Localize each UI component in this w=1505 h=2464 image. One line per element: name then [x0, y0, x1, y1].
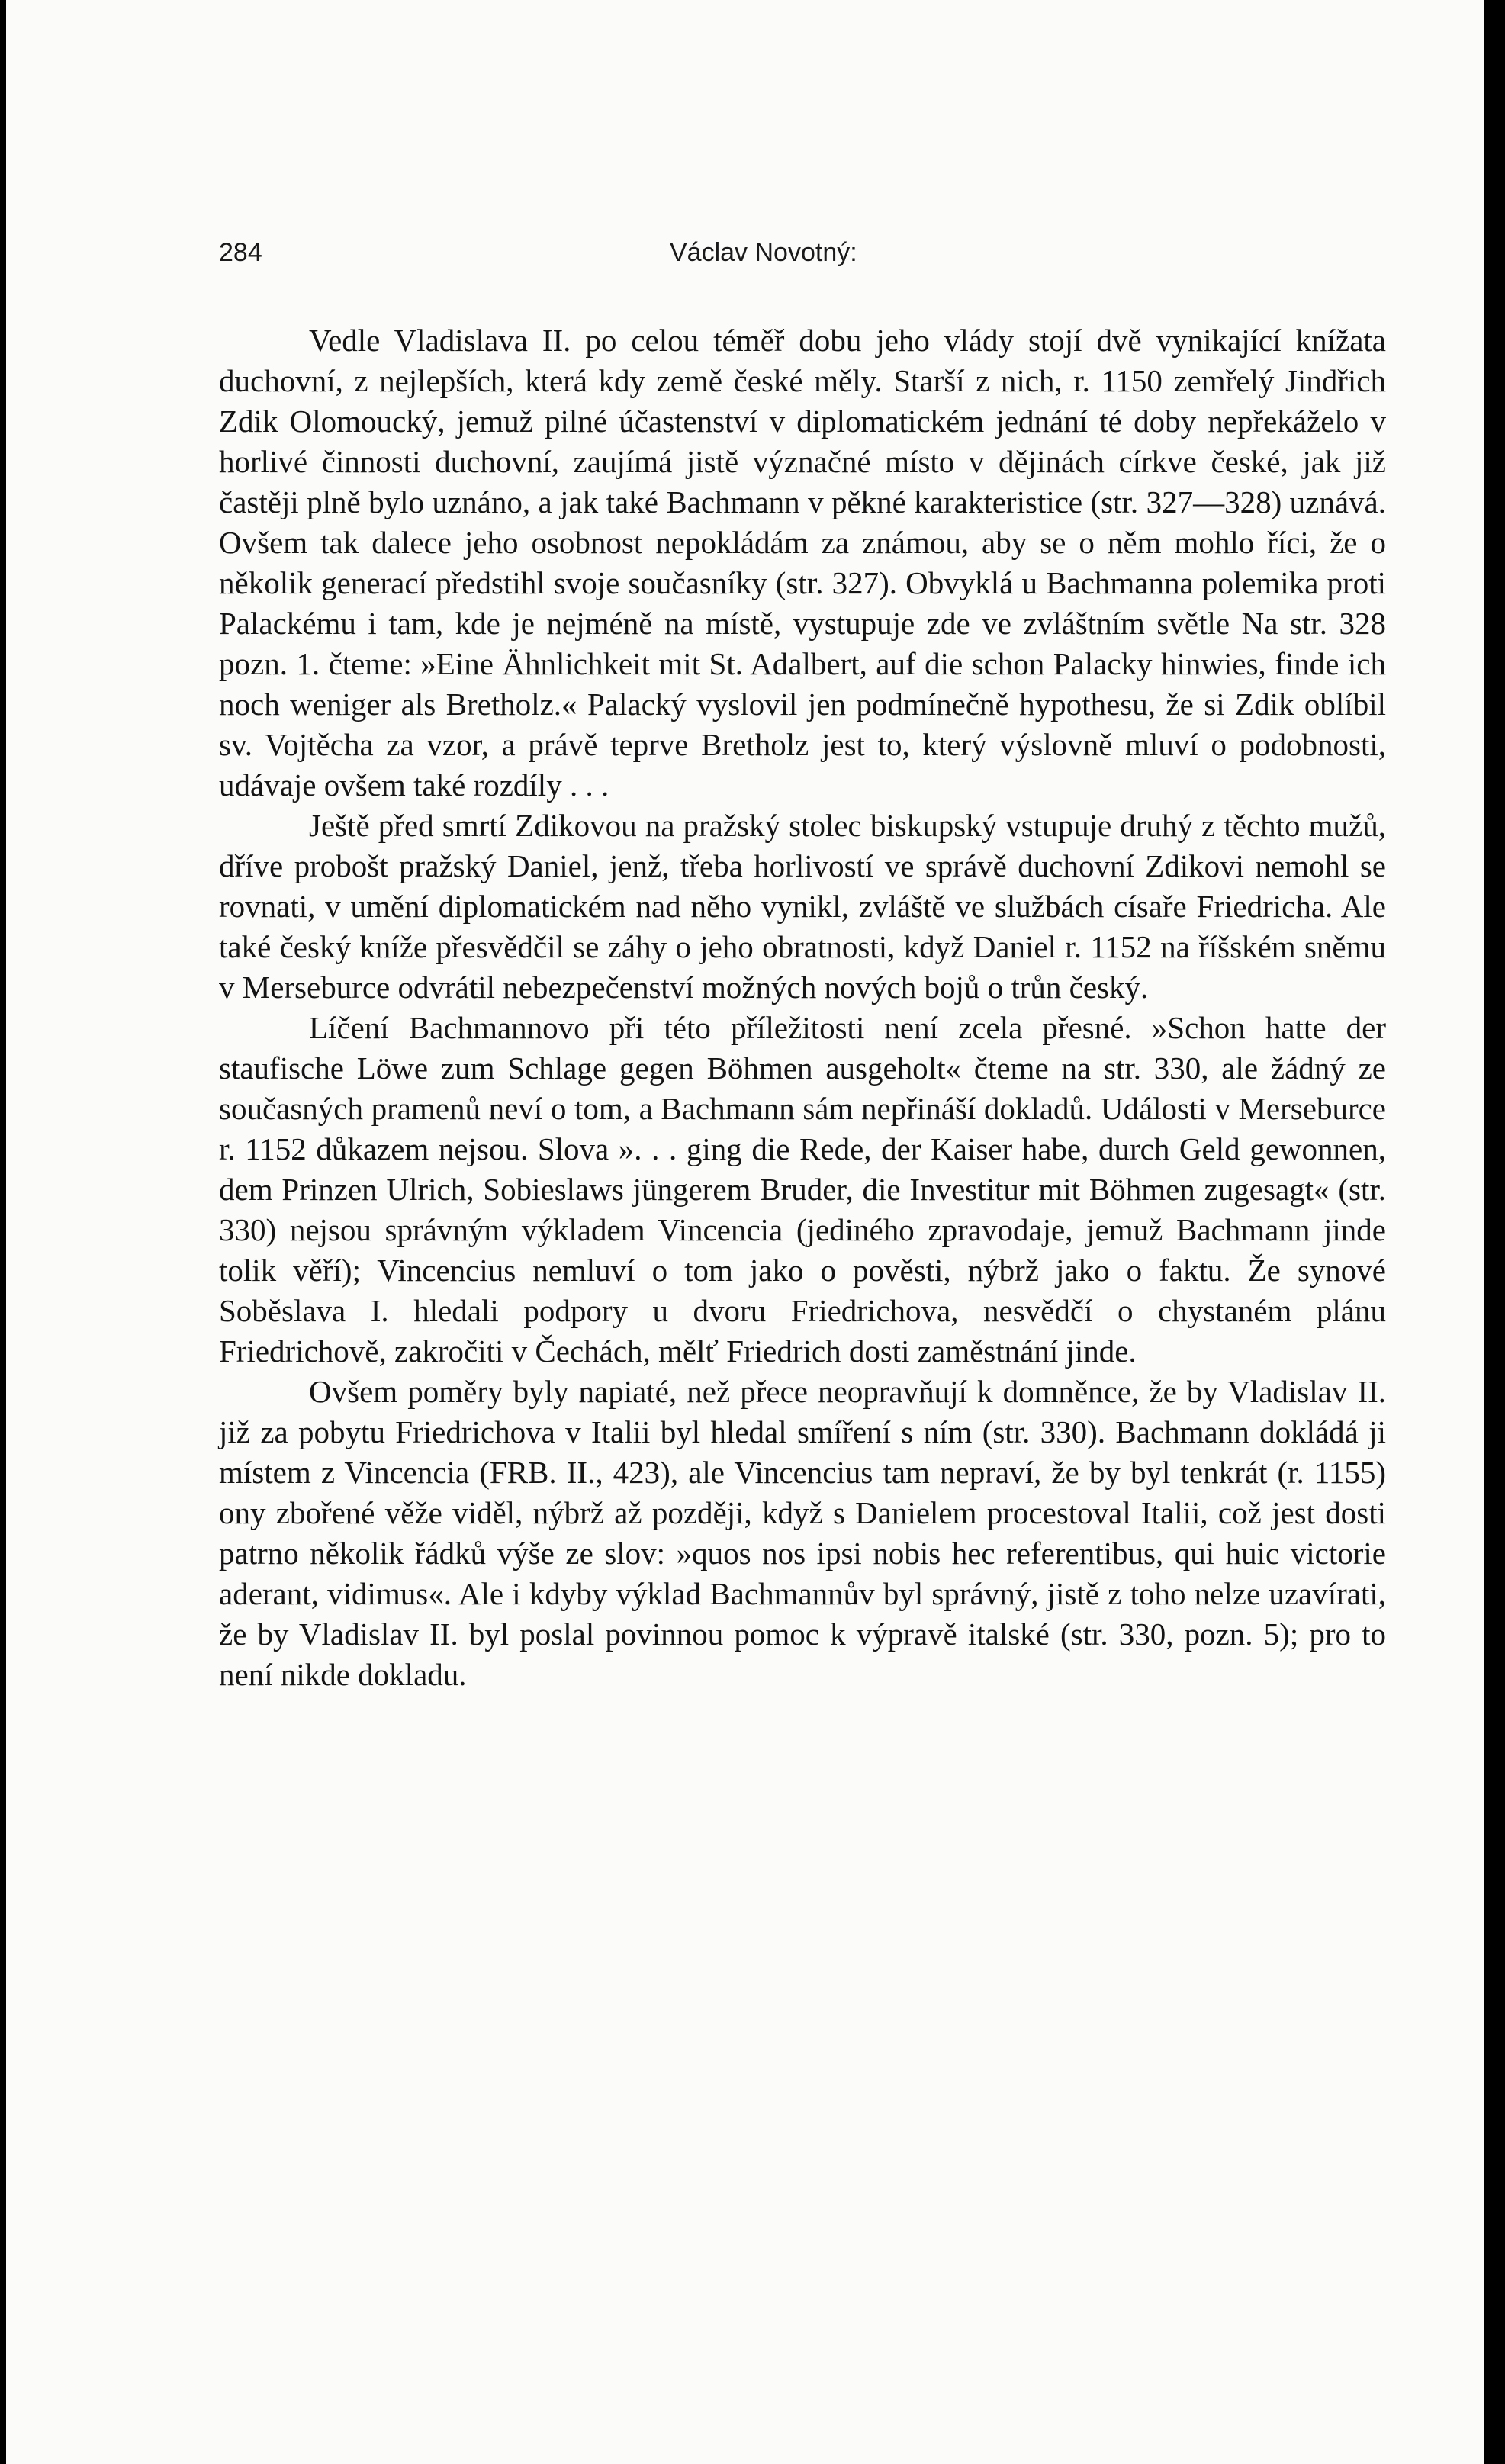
- page-header: [6, 238, 1484, 276]
- paragraph: Ještě před smrtí Zdikovou na pražský stolec biskupský vstupuje druhý z těchto mužů, dříve probošt pražský Daniel, jenž, třeba horlivostí ve správě duchovní Zdikovi nemohl se rovnati, v umění diplomatickém nad něho vynikl, zvláště ve službách císaře Friedricha. Ale také český kníže přesvědčil se záhy o jeho obratnosti, když Daniel r. 1152 na říšském sněmu v Merseburce odvrátil nebezpečenství možných nových bojů o trůn český.: [219, 808, 1386, 1005]
- paragraph: Vedle Vladislava II. po celou téměř dobu jeho vlády stojí dvě vynikající knížata duchovní, z nejlepších, která kdy země české měly. Starší z nich, r. 1150 zemřelý Jindřich Zdik Olomoucký, jemuž pilné účastenství v diplomatickém jednání té doby nepřekáželo v horlivé činnosti duchovní, zaujímá jistě význačné místo v dějinách církve české, jak již častěji plně bylo uznáno, a jak také Bachmann v pěkné karakteristice (str. 327—328) uznává. Ovšem tak dalece jeho osobnost nepokládám za známou, aby se o něm mohlo říci, že o několik generací předstihl svoje současníky (str. 327). Obvyklá u Bachmanna polemika proti Palackému i tam, kde je nejméně na místě, vystupuje zde ve zvláštním světle Na str. 328 pozn. 1. čteme: »Eine Ähnlichkeit mit St. Adalbert, auf die schon Palacky hinwies, finde ich noch weniger als Bretholz.« Palacký vyslovil jen podmínečně hypothesu, že si Zdik oblíbil sv. Vojtěcha za vzor, a právě teprve Bretholz jest to, který výslovně mluví o podobnosti, udávaje ovšem také rozdíly . . .: [219, 323, 1386, 803]
- body-text: [219, 320, 1386, 1695]
- paragraph: Líčení Bachmannovo při této příležitosti není zcela přesné. »Schon hatte der staufische Löwe zum Schlage gegen Böhmen ausgeholt« čteme na str. 330, ale žádný ze současných pramenů neví o tom, a Bachmann sám nepřináší dokladů. Události v Merseburce r. 1152 důkazem nejsou. Slova ». . . ging die Rede, der Kaiser habe, durch Geld gewonnen, dem Prinzen Ulrich, Sobieslaws jüngerem Bruder, die Investitur mit Böhmen zugesagt« (str. 330) nejsou správným výkladem Vincencia (jediného zpravodaje, jemuž Bachmann jinde tolik věří); Vincencius nemluví o tom jako o pověsti, nýbrž jako o faktu. Že synové Soběslava I. hledali podpory u dvoru Friedrichova, nesvědčí o chystaném plánu Friedrichově, zakročiti v Čechách, mělť Friedrich dosti zaměstnání jinde.: [219, 1010, 1386, 1369]
- book-page: [6, 0, 1484, 2464]
- page-number: 284: [219, 238, 262, 267]
- paragraph: Ovšem poměry byly napiaté, než přece neopravňují k domněnce, že by Vladislav II. již za pobytu Friedrichova v Italii byl hledal smíření s ním (str. 330). Bachmann dokládá ji místem z Vincencia (FRB. II., 423), ale Vincencius tam nepraví, že by byl tenkrát (r. 1155) ony zbořené věže viděl, nýbrž až později, když s Danielem procestoval Italii, což jest dosti patrno několik řádků výše ze slov: »quos nos ipsi nobis hec referentibus, qui huic victorie aderant, vidimus«. Ale i kdyby výklad Bachmannův byl správný, jistě z toho nelze uzavírati, že by Vladislav II. byl poslal povinnou pomoc k výpravě italské (str. 330, pozn. 5); pro to není nikde dokladu.: [219, 1374, 1386, 1692]
- running-title: Václav Novotný:: [670, 238, 857, 267]
